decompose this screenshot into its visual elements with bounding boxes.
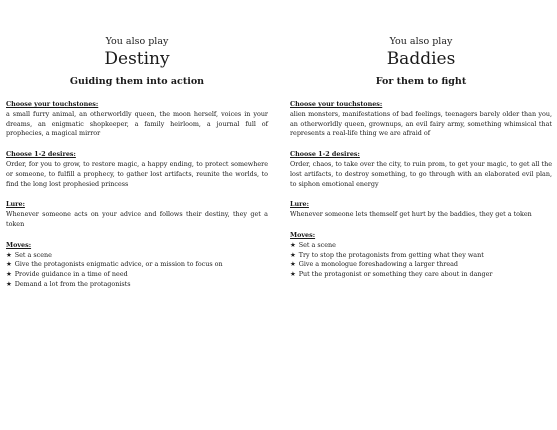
destiny-pretitle: You also play [105,36,169,47]
destiny-desires-heading: Choose 1-2 desires: [6,150,76,159]
star-icon: ★ [290,250,296,259]
baddies-desires-heading: Choose 1-2 desires: [290,150,360,159]
destiny-lure-text: Whenever someone acts on your advice and follows their destiny, they get a token [6,210,268,228]
baddies-pretitle: You also play [389,36,453,47]
star-icon: ★ [6,260,12,269]
destiny-desires-text: Order, for you to grow, to restore magic, a happy ending, to protect somewhere or someone, to fulfill a prophecy, to gather lost artifacts, reunite the worlds, to find the long lost prophesied princess [6,159,268,188]
baddies-move-item: ★ Give a monologue foreshadowing a larger thread [290,260,459,269]
baddies-lure-text: Whenever someone lets themself get hurt by the baddies, they get a token [290,210,532,219]
baddies-touchstones-text: alien monsters, manifestations of bad feelings, teenagers barely older than you, an otherworldly queen, grownups, an evil fairy army, something whimsical that represents a real-life thing we are afraid of [290,109,552,138]
destiny-touchstones [6,100,268,139]
star-icon: ★ [290,260,296,269]
baddies-desires [290,150,552,189]
destiny-lure [6,200,268,229]
baddies-column [290,0,552,291]
destiny-touchstones-text: a small furry animal, an otherworldly queen, the moon herself, voices in your dreams, an enigmatic shopkeeper, a family heirloom, a journal full of prophecies, a magical mirror [6,109,268,138]
baddies-move-item: ★ Put the protagonist or something they care about in danger [290,270,493,279]
baddies-lure-heading: Lure: [290,200,309,209]
baddies-desires-text: Order, chaos, to take over the city, to ruin prom, to get your magic, to get all the lost artifacts, to destroy something, to go through with an elaborated evil plan, to siphon emotional energy [290,159,552,188]
star-icon: ★ [290,270,296,279]
destiny-title: Destiny [104,49,170,69]
star-icon: ★ [6,270,12,279]
baddies-title: Baddies [386,49,456,69]
destiny-desires [6,150,268,189]
star-icon: ★ [290,240,296,249]
destiny-moves-heading: Moves: [6,240,32,249]
destiny-column [6,0,268,301]
baddies-tagline: For them to fight [375,76,467,87]
baddies-sections [290,100,552,280]
destiny-tagline: Guiding them into action [69,76,205,87]
destiny-move-item: ★ Demand a lot from the protagonists [6,279,131,288]
destiny-move-item: ★ Set a scene [6,250,52,259]
baddies-touchstones [290,100,552,139]
baddies-move-item: ★ Set a scene [290,240,336,249]
baddies-moves-heading: Moves: [290,230,316,239]
destiny-move-item: ★ Provide guidance in a time of need [6,270,128,279]
baddies-lure [290,200,552,220]
destiny-move-item: ★ Give the protagonists enigmatic advice, or a mission to focus on [6,260,223,269]
star-icon: ★ [6,279,12,288]
destiny-touchstones-heading: Choose your touchstones: [6,100,99,108]
destiny-sections [6,100,268,290]
star-icon: ★ [6,250,12,259]
destiny-moves [6,241,268,290]
destiny-lure-heading: Lure: [6,200,25,209]
baddies-move-item: ★ Try to stop the protagonists from getting what they want [290,250,484,259]
baddies-touchstones-heading: Choose your touchstones: [290,100,383,108]
baddies-moves [290,231,552,280]
